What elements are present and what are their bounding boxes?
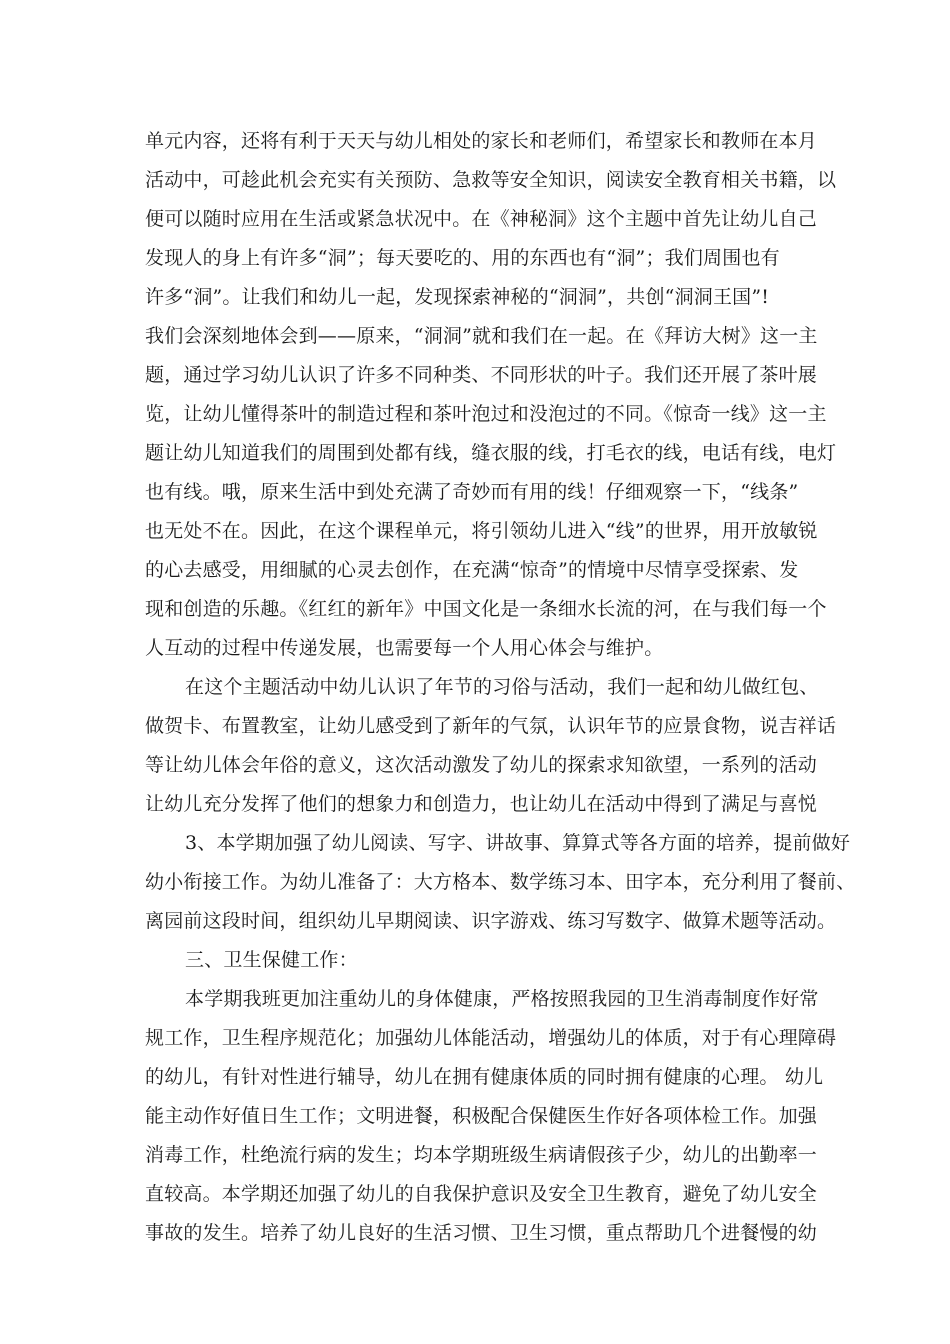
section-heading: 三、卫生保健工作： — [185, 949, 358, 971]
document-body — [145, 122, 856, 1253]
text-line: 许多“洞”。让我们和幼儿一起，发现探索神秘的“洞洞”，共创“洞洞王国”! — [145, 286, 770, 308]
text-line: 事故的发生。培养了幼儿良好的生活习惯、卫生习惯，重点帮助几个进餐慢的幼 — [145, 1222, 818, 1244]
text-line: 题让幼儿知道我们的周围到处都有线，缝衣服的线，打毛衣的线，电话有线，电灯 — [145, 442, 837, 464]
text-line: 发现人的身上有许多“洞”；每天要吃的、用的东西也有“洞”；我们周围也有 — [145, 247, 780, 269]
text-line: 的心去感受，用细腻的心灵去创作，在充满“惊奇”的情境中尽情享受探索、发 — [145, 559, 799, 581]
text-line: 直较高。本学期还加强了幼儿的自我保护意识及安全卫生教育，避免了幼儿安全 — [145, 1183, 818, 1205]
text-line: 我们会深刻地体会到——原来，“洞洞”就和我们在一起。在《拜访大树》这一主 — [145, 325, 818, 347]
text-line: 单元内容，还将有利于天天与幼儿相处的家长和老师们，希望家长和教师在本月 — [145, 130, 818, 152]
text-line: 做贺卡、布置教室，让幼儿感受到了新年的气氛，认识年节的应景食物，说吉祥话 — [145, 715, 837, 737]
paragraph-start: 3、本学期加强了幼儿阅读、写字、讲故事、算算式等各方面的培养，提前做好 — [185, 832, 851, 854]
text-line: 活动中，可趁此机会充实有关预防、急救等安全知识，阅读安全教育相关书籍，以 — [145, 169, 837, 191]
text-line: 题，通过学习幼儿认识了许多不同种类、不同形状的叶子。我们还开展了茶叶展 — [145, 364, 818, 386]
text-line: 的幼儿，有针对性进行辅导，幼儿在拥有健康体质的同时拥有健康的心理。 幼儿 — [145, 1066, 824, 1088]
text-line: 离园前这段时间，组织幼儿早期阅读、识字游戏、练习写数字、做算术题等活动。 — [145, 910, 837, 932]
text-line: 现和创造的乐趣。《红红的新年》中国文化是一条细水长流的河，在与我们每一个 — [145, 598, 827, 620]
text-line: 规工作，卫生程序规范化；加强幼儿体能活动，增强幼儿的体质，对于有心理障碍 — [145, 1027, 837, 1049]
text-line: 等让幼儿体会年俗的意义，这次活动激发了幼儿的探索求知欲望，一系列的活动 — [145, 754, 818, 776]
text-line: 人互动的过程中传递发展，也需要每一个人用心体会与维护。 — [145, 637, 664, 659]
paragraph-start: 在这个主题活动中幼儿认识了年节的习俗与活动，我们一起和幼儿做红包、 — [185, 676, 819, 698]
text-line: 让幼儿充分发挥了他们的想象力和创造力，也让幼儿在活动中得到了满足与喜悦 — [145, 793, 818, 815]
text-line: 能主动作好值日生工作；文明进餐，积极配合保健医生作好各项体检工作。加强 — [145, 1105, 818, 1127]
text-line: 也有线。哦，原来生活中到处充满了奇妙而有用的线！仔细观察一下，“线条” — [145, 481, 799, 503]
paragraph-start: 本学期我班更加注重幼儿的身体健康，严格按照我园的卫生消毒制度作好常 — [185, 988, 819, 1010]
text-line: 幼小衔接工作。为幼儿准备了：大方格本、数学练习本、田字本，充分利用了餐前、 — [145, 871, 856, 893]
text-line: 消毒工作，杜绝流行病的发生；均本学期班级生病请假孩子少，幼儿的出勤率一 — [145, 1144, 818, 1166]
text-line: 便可以随时应用在生活或紧急状况中。在《神秘洞》这个主题中首先让幼儿自己 — [145, 208, 818, 230]
text-line: 也无处不在。因此，在这个课程单元，将引领幼儿进入“线”的世界，用开放敏锐 — [145, 520, 818, 542]
text-line: 览，让幼儿懂得茶叶的制造过程和茶叶泡过和没泡过的不同。《惊奇一线》这一主 — [145, 403, 827, 425]
